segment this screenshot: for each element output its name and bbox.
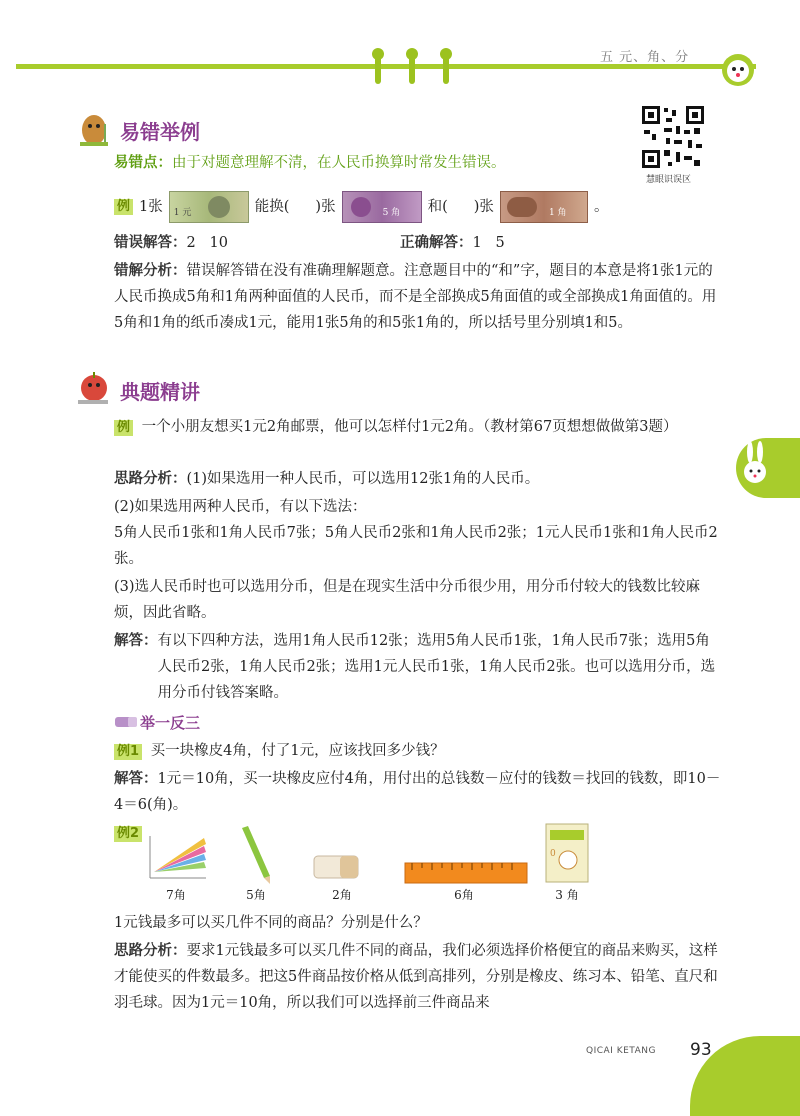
section-title-extend: 举一反三 xyxy=(140,714,201,732)
analysis-label: 错解分析： xyxy=(114,263,187,279)
product-price-shuttlecock: 7角 xyxy=(166,888,186,902)
classic-idea-3: (3)选人民币时也可以选用分币，但是在现实生活中分币很少用，用分币付较大的钱数比较麻烦，因此省略。 xyxy=(114,579,701,621)
product-price-eraser: 2角 xyxy=(332,888,352,902)
classic-idea-2: (2)如果选用两种人民币，有以下选法： xyxy=(114,499,367,515)
ext-example-1-answer xyxy=(114,766,724,818)
section-title-classic: 典题精讲 xyxy=(120,380,200,404)
example-1-tag: 例1 xyxy=(114,744,142,760)
example-2-tag: 例2 xyxy=(114,826,142,842)
answer-label: 解答： xyxy=(114,633,158,649)
question-part: 和( xyxy=(427,199,448,215)
question-part: )张 xyxy=(315,199,336,215)
footer-brand: QICAI KETANG xyxy=(586,1046,656,1056)
classic-idea-2-detail: 5角人民币1张和1角人民币7张；5角人民币2张和1角人民币2张；1元人民币1张和1角人民币2张。 xyxy=(114,525,718,567)
ruler-image xyxy=(404,862,528,884)
ext-answer-text: 1元＝10角，买一块橡皮应付4角，用付出的总钱数－应付的钱数＝找回的钱数，即10－4＝6(角)。 xyxy=(114,771,721,813)
mistake-analysis xyxy=(114,258,724,336)
ext-idea-text: 要求1元钱最多可以买几件不同的商品，我们必须选择价格便宜的商品来购买，这样才能使买的件数最多。把这5件商品按价格从低到高排列，分别是橡皮、练习本、铅笔、直尺和羽毛球。因为1元＝10角，所以我们可以选择前三件商品来 xyxy=(114,943,718,1011)
pencil-image xyxy=(236,826,276,886)
analysis-text: 错误解答错在没有准确理解题意。注意题目中的“和”字，题目的本意是将1张1元的人民币换成5角和1角两种面值的人民币，而不是全部换成5角面值的或全部换成1角面值的。用5角和1角的纸币凑成1元，能用1张5角的和5张1角的，所以括号里分别填1和5。 xyxy=(114,263,717,331)
chapter-title: 五 元、角、分 xyxy=(600,50,690,65)
banknote-5-jiao-value: 5 角 xyxy=(382,208,401,218)
mistake-point-text: 由于对题意理解不清，在人民币换算时常发生错误。 xyxy=(172,155,506,171)
egg-character-icon xyxy=(76,112,116,148)
correct-answer-label: 正确解答： xyxy=(400,235,473,251)
correct-answer xyxy=(400,230,505,256)
product-price-notebook: 3 角 xyxy=(555,888,579,902)
classic-answer xyxy=(114,628,724,706)
svg-text:0: 0 xyxy=(550,849,556,859)
banknote-1-jiao xyxy=(500,191,588,223)
example-2-tag-wrap xyxy=(114,822,142,842)
ext-example-2-idea xyxy=(114,938,724,1016)
apple-character-icon xyxy=(76,370,116,406)
wrong-answer-label: 错误解答： xyxy=(114,235,187,251)
wrong-answer-value: 2 10 xyxy=(186,235,229,251)
product-price-pencil: 5角 xyxy=(246,888,266,902)
example-tag: 例 xyxy=(114,199,133,215)
idea-label: 思路分析： xyxy=(114,943,187,959)
classic-question-text: 一个小朋友想买1元2角邮票，他可以怎样付1元2角。（教材第67页想想做做第3题） xyxy=(141,419,678,435)
question-part: )张 xyxy=(473,199,494,215)
banknote-1-yuan-value: 1 元 xyxy=(173,208,192,218)
idea-text-1: (1)如果选用一种人民币，可以选用12张1角的人民币。 xyxy=(186,471,540,487)
answer-text: 有以下四种方法，选用1角人民币12张；选用5角人民币1张，1角人民币7张；选用5角人民币2张，1角人民币2张；选用1元人民币1张，1角人民币2张。也可以选用分币，选用分币付钱答案略。 xyxy=(157,633,716,701)
eraser-image xyxy=(312,852,362,882)
correct-answer-value: 1 5 xyxy=(472,235,505,251)
banknote-1-yuan xyxy=(169,191,249,223)
question-part: 能换( xyxy=(254,199,290,215)
shuttlecock-image xyxy=(148,832,208,880)
page-number: 93 xyxy=(690,1040,712,1060)
answer-label: 解答： xyxy=(114,771,158,787)
wrong-answer xyxy=(114,230,228,256)
mascot-icon xyxy=(718,50,758,88)
eraser-icon xyxy=(114,714,140,730)
rabbit-icon xyxy=(738,440,772,496)
example-tag: 例 xyxy=(114,420,133,436)
ext-example-1-question: 买一块橡皮4角，付了1元，应该找回多少钱？ xyxy=(150,743,445,759)
banknote-5-jiao xyxy=(342,191,422,223)
mistake-point-label: 易错点： xyxy=(114,155,172,171)
product-price-ruler: 6角 xyxy=(454,888,474,902)
banknote-1-jiao-value: 1 角 xyxy=(548,208,567,218)
question-part: 。 xyxy=(593,199,609,215)
classic-question xyxy=(114,414,724,440)
mistake-example-row xyxy=(114,192,608,222)
qr-code-icon xyxy=(640,104,706,170)
section-title-mistakes: 易错举例 xyxy=(120,120,200,144)
classic-idea-1 xyxy=(114,466,724,492)
question-part: 1张 xyxy=(139,199,163,215)
ext-example-1 xyxy=(114,738,724,764)
mistake-point xyxy=(114,150,506,176)
ext-example-2-question: 1元钱最多可以买几件不同的商品？分别是什么？ xyxy=(114,915,428,931)
notebook-image xyxy=(544,822,590,884)
binder-rings-icon xyxy=(370,46,460,88)
qr-caption: 慧眼识误区 xyxy=(646,175,692,185)
idea-label: 思路分析： xyxy=(114,471,187,487)
